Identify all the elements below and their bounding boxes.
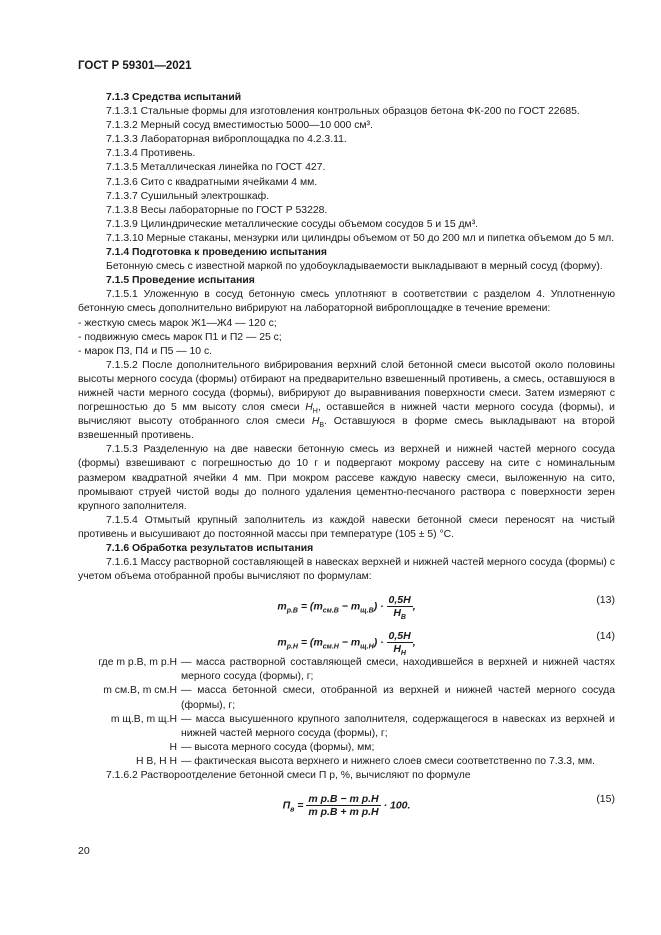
- list-item: 7.1.3.5 Металлическая линейка по ГОСТ 427.: [106, 162, 326, 174]
- paragraph: 7.1.5.2 После дополнительного вибрирования верхний слой бетонной смеси высотой около половины высоты мерного сосуда (формы) отбирают на предварительно взвешенный противень, а смесь, оставшуюся в нижней части мерного сосуда (формы), вибрируют до выравнивания поверхности смеси. Затем измеряют с погрешностью до 5 мм высоту слоя смеси $H_Н$, оставшейся в нижней части мерного сосуда (формы), и вычисляют высоту отобранного слоя смеси $H_В$. Оставшуюся в форме смесь выкладывают на второй взвешенный противень.: [78, 359, 615, 442]
- list-item: 7.1.3.2 Мерный сосуд вместимостью 5000—10 000 см³.: [106, 120, 373, 132]
- paragraph: 7.1.5.3 Разделенную на две навески бетонную смесь из верхней и нижней частей мерного сосуда (формы) взвешивают с погрешностью до 10 г и подвергают мокрому рассеву на сите с номинальным размером квадратной ячейки 4 мм. При мокром рассеве каждую навеску смеси, выложенную на сито, промывают струей чистой воды до полного удаления цементно-песчаного раствора с поверхности зерен крупного заполнителя.: [78, 444, 615, 512]
- section-heading: 7.1.3 Средства испытаний: [106, 92, 242, 103]
- list-item: - жесткую смесь марок Ж1—Ж4 — 120 с;: [78, 317, 277, 329]
- list-item: 7.1.3.8 Весы лабораторные по ГОСТ Р 53228.: [106, 204, 328, 216]
- list-item: 7.1.3.3 Лабораторная виброплощадка по 4.2.3.11.: [106, 134, 347, 146]
- list-item: - подвижную смесь марок П1 и П2 — 25 с;: [78, 331, 282, 343]
- list-item: 7.1.3.9 Цилиндрические металлические сосуды объемом сосудов 5 и 15 дм³.: [106, 218, 479, 230]
- formula-14: $m_{р.Н} = (m_{см.Н} - m_{щ.Н})$ · $\frac{0,5H}{H_Н}$ , (14): [277, 630, 615, 658]
- legend-symbol: m щ.В, m щ.Н: [110, 713, 177, 725]
- list-item: 7.1.3.4 Противень.: [106, 148, 196, 160]
- paragraph-text: . Оставшуюся в форме смесь выкладывают на второй взвешенный противень.: [78, 416, 615, 442]
- list-item: 7.1.3.1 Стальные формы для изготовления контрольных образцов бетона ФК-200 по ГОСТ 22685.: [106, 106, 580, 118]
- section-heading: 7.1.5 Проведение испытания: [106, 275, 255, 287]
- section-heading: 7.1.4 Подготовка к проведению испытания: [106, 247, 327, 259]
- formula-15: $П_в$ = $\frac{\text{m р.В − m р.Н}}{\text{m р.В + m р.Н}}$ · 100. (15): [282, 793, 615, 819]
- legend-description: — фактическая высота верхнего и нижнего слоев смеси соответственно по 7.3.3, мм.: [181, 755, 596, 767]
- section-heading: 7.1.6 Обработка результатов испытания: [106, 543, 314, 554]
- legend-symbol: где m р.В, m р.Н: [98, 657, 177, 669]
- paragraph: 7.1.5.1 Уложенную в сосуд бетонную смесь уплотняют в соответствии с разделом 4. Уплотненную бетонную смесь дополнительно вибрируют на лабораторной виброплощадке в течение времени:: [78, 289, 615, 315]
- list-item: - марок П3, П4 и П5 — 10 с.: [78, 345, 213, 357]
- formula-number: (14): [596, 630, 615, 643]
- standard-header: ГОСТ Р 59301—2021: [78, 60, 192, 72]
- legend-symbol: H: [169, 741, 177, 753]
- formula-number: (13): [596, 594, 615, 607]
- paragraph: 7.1.6.2 Раствороотделение бетонной смеси П р, %, вычисляют по формуле: [106, 770, 471, 782]
- list-item: 7.1.3.10 Мерные стаканы, мензурки или цилиндры объемом от 50 до 200 мл и пипетка объемом до 5 мл.: [106, 232, 615, 244]
- document-body: [78, 91, 615, 819]
- paragraph-text: , оставшейся в нижней части мерного сосуда (формы), и вычисляют высоту отобранного слоя смеси: [78, 402, 615, 428]
- legend-description: — масса бетонной смеси, отобранной из верхней и нижней частей мерного сосуда (формы), г;: [181, 685, 615, 711]
- list-item: 7.1.3.6 Сито с квадратными ячейками 4 мм.: [106, 176, 318, 188]
- paragraph: 7.1.5.4 Отмытый крупный заполнитель из каждой навески бетонной смеси переносят на чистый противень и высушивают до постоянной массы при температуре (105 ± 5) °С.: [78, 514, 615, 540]
- legend-description: — масса растворной составляющей смеси, находившейся в верхней и нижней частях мерного сосуда (формы), г;: [181, 657, 615, 683]
- formula-13: $m_{р.В} = (m_{см.В} - m_{щ.В})$ · $\frac{0,5H}{H_В}$ , (13): [277, 594, 615, 622]
- legend-description: — высота мерного сосуда (формы), мм;: [181, 741, 375, 753]
- page-number: 20: [78, 845, 90, 857]
- legend-symbol: H В, H Н: [136, 755, 177, 767]
- legend-symbol: m см.В, m см.Н: [103, 685, 177, 697]
- paragraph: 7.1.6.1 Массу растворной составляющей в навесках верхней и нижней частей мерного сосуда (формы) с учетом объема отобранной пробы вычисляют по формулам:: [78, 557, 615, 583]
- paragraph-text: 7.1.5.2 После дополнительного вибрирования верхний слой бетонной смеси высотой около половины высоты мерного сосуда (формы) отбирают на предварительно взвешенный противень, а смесь, оставшуюся в нижней части мерного сосуда (формы), вибрируют до выравнивания поверхности смеси. Затем измеряют с погрешностью до 5 мм высоту слоя смеси: [78, 359, 615, 414]
- symbol-legend: [78, 656, 615, 769]
- list-item: 7.1.3.7 Сушильный электрошкаф.: [106, 190, 270, 202]
- legend-description: — масса высушенного крупного заполнителя, содержащегося в навесках из верхней и нижней частей мерного сосуда (формы), г;: [181, 713, 615, 739]
- formula-number: (15): [596, 793, 615, 806]
- paragraph: Бетонную смесь с известной маркой по удобоукладываемости выкладывают в мерный сосуд (форму).: [106, 261, 603, 273]
